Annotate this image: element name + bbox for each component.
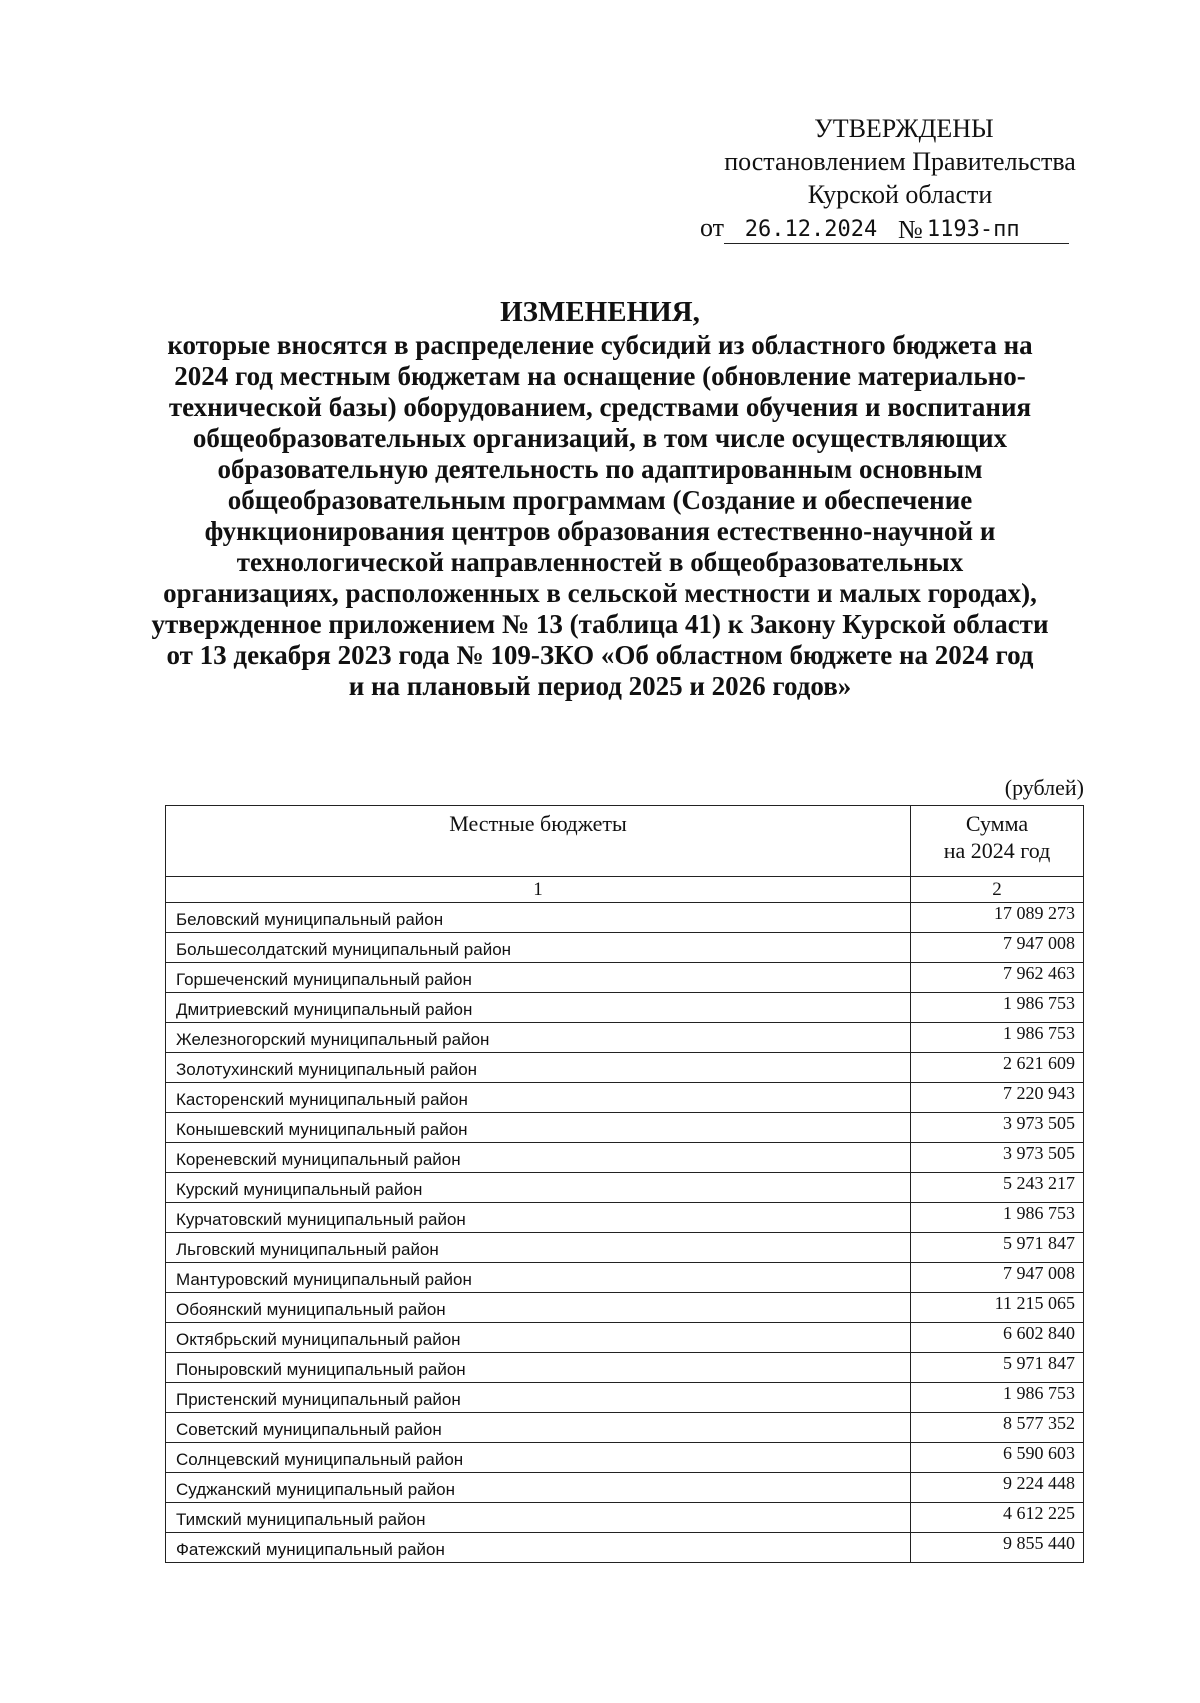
district-name: Курчатовский муниципальный район (166, 1203, 911, 1233)
district-amount: 9 855 440 (911, 1533, 1084, 1563)
district-name: Горшеченский муниципальный район (166, 963, 911, 993)
table-row (166, 1443, 1084, 1473)
table-row (166, 1113, 1084, 1143)
table-row (166, 1083, 1084, 1113)
district-name: Фатежский муниципальный район (166, 1533, 911, 1563)
district-name: Кореневский муниципальный район (166, 1143, 911, 1173)
table-row (166, 1053, 1084, 1083)
table-row (166, 1533, 1084, 1563)
table-row (166, 1173, 1084, 1203)
district-name: Тимский муниципальный район (166, 1503, 911, 1533)
header-amount-line2: на 2024 год (943, 838, 1051, 863)
district-amount: 8 577 352 (911, 1413, 1084, 1443)
order-number: 1193-пп (923, 217, 1069, 244)
district-amount: 7 220 943 (911, 1083, 1084, 1113)
table-row (166, 993, 1084, 1023)
district-amount: 7 962 463 (911, 963, 1084, 993)
district-name: Мантуровский муниципальный район (166, 1263, 911, 1293)
table-row (166, 1023, 1084, 1053)
title-line: технологической направленностей в общеобразовательных (236, 547, 964, 577)
table-row (166, 1203, 1084, 1233)
table-row (166, 1263, 1084, 1293)
title-line: общеобразовательным программам (Создание и обеспечение (227, 485, 973, 515)
title-heading: ИЗМЕНЕНИЯ, (500, 296, 700, 328)
district-amount: 9 224 448 (911, 1473, 1084, 1503)
table-row (166, 1293, 1084, 1323)
district-amount: 7 947 008 (911, 1263, 1084, 1293)
district-amount: 1 986 753 (911, 1023, 1084, 1053)
title-line: общеобразовательных организаций, в том числе осуществляющих (192, 423, 1008, 453)
table-row (166, 1503, 1084, 1533)
district-amount: 1 986 753 (911, 1383, 1084, 1413)
district-amount: 2 621 609 (911, 1053, 1084, 1083)
from-label: от (700, 213, 725, 242)
title-line: которые вносятся в распределение субсидий из областного бюджета на (167, 330, 1033, 360)
table-row (166, 1413, 1084, 1443)
district-name: Обоянский муниципальный район (166, 1293, 911, 1323)
district-name: Курский муниципальный район (166, 1173, 911, 1203)
district-amount: 11 215 065 (911, 1293, 1084, 1323)
table-row (166, 903, 1084, 933)
table-row (166, 1233, 1084, 1263)
title-line: 2024 год местным бюджетам на оснащение (обновление материально- (174, 361, 1026, 391)
budget-table (165, 805, 1084, 1563)
document-title (150, 297, 1050, 702)
table-row (166, 933, 1084, 963)
approval-order-line (700, 211, 1100, 244)
header-amount (911, 806, 1084, 877)
header-amount-line1: Сумма (965, 811, 1029, 836)
district-amount: 17 089 273 (911, 903, 1084, 933)
district-name: Золотухинский муниципальный район (166, 1053, 911, 1083)
header-local-budgets: Местные бюджеты (166, 806, 911, 877)
title-line: и на плановый период 2025 и 2026 годов» (348, 671, 852, 701)
table-row (166, 1353, 1084, 1383)
district-amount: 5 971 847 (911, 1233, 1084, 1263)
column-index-1: 1 (166, 877, 911, 903)
column-index-2: 2 (911, 877, 1084, 903)
table-header-row (166, 806, 1084, 877)
table-row (166, 1143, 1084, 1173)
district-name: Железногорский муниципальный район (166, 1023, 911, 1053)
district-amount: 5 243 217 (911, 1173, 1084, 1203)
order-date: 26.12.2024 (724, 217, 898, 244)
title-line: от 13 декабря 2023 года № 109-ЗКО «Об областном бюджете на 2024 год (166, 640, 1034, 670)
district-name: Пристенский муниципальный район (166, 1383, 911, 1413)
table-row (166, 1323, 1084, 1353)
table-row (166, 1473, 1084, 1503)
approval-issuer: постановлением Правительства (724, 147, 1076, 176)
district-name: Большесолдатский муниципальный район (166, 933, 911, 963)
column-index-row (166, 877, 1084, 903)
approval-region: Курской области (807, 180, 993, 209)
district-amount: 6 602 840 (911, 1323, 1084, 1353)
district-amount: 5 971 847 (911, 1353, 1084, 1383)
number-label: № (898, 215, 923, 244)
district-amount: 1 986 753 (911, 1203, 1084, 1233)
title-line: утвержденное приложением № 13 (таблица 41) к Закону Курской области (151, 609, 1049, 639)
title-line: функционирования центров образования естественно-научной и (204, 516, 996, 546)
district-name: Льговский муниципальный район (166, 1233, 911, 1263)
district-name: Дмитриевский муниципальный район (166, 993, 911, 1023)
table-row (166, 963, 1084, 993)
table-row (166, 1383, 1084, 1413)
district-amount: 4 612 225 (911, 1503, 1084, 1533)
title-line: технической базы) оборудованием, средствами обучения и воспитания (168, 392, 1032, 422)
district-name: Конышевский муниципальный район (166, 1113, 911, 1143)
district-amount: 3 973 505 (911, 1113, 1084, 1143)
approval-block (700, 112, 1100, 244)
approval-title: УТВЕРЖДЕНЫ (814, 114, 994, 143)
title-line: образовательную деятельность по адаптированным основным (217, 454, 983, 484)
district-amount: 3 973 505 (911, 1143, 1084, 1173)
district-name: Советский муниципальный район (166, 1413, 911, 1443)
district-name: Суджанский муниципальный район (166, 1473, 911, 1503)
district-name: Солнцевский муниципальный район (166, 1443, 911, 1473)
district-amount: 6 590 603 (911, 1443, 1084, 1473)
district-name: Поныровский муниципальный район (166, 1353, 911, 1383)
district-amount: 7 947 008 (911, 933, 1084, 963)
district-name: Октябрьский муниципальный район (166, 1323, 911, 1353)
district-amount: 1 986 753 (911, 993, 1084, 1023)
title-line: организациях, расположенных в сельской местности и малых городах), (163, 578, 1037, 608)
district-name: Беловский муниципальный район (166, 903, 911, 933)
district-name: Касторенский муниципальный район (166, 1083, 911, 1113)
currency-unit: (рублей) (1004, 775, 1084, 800)
